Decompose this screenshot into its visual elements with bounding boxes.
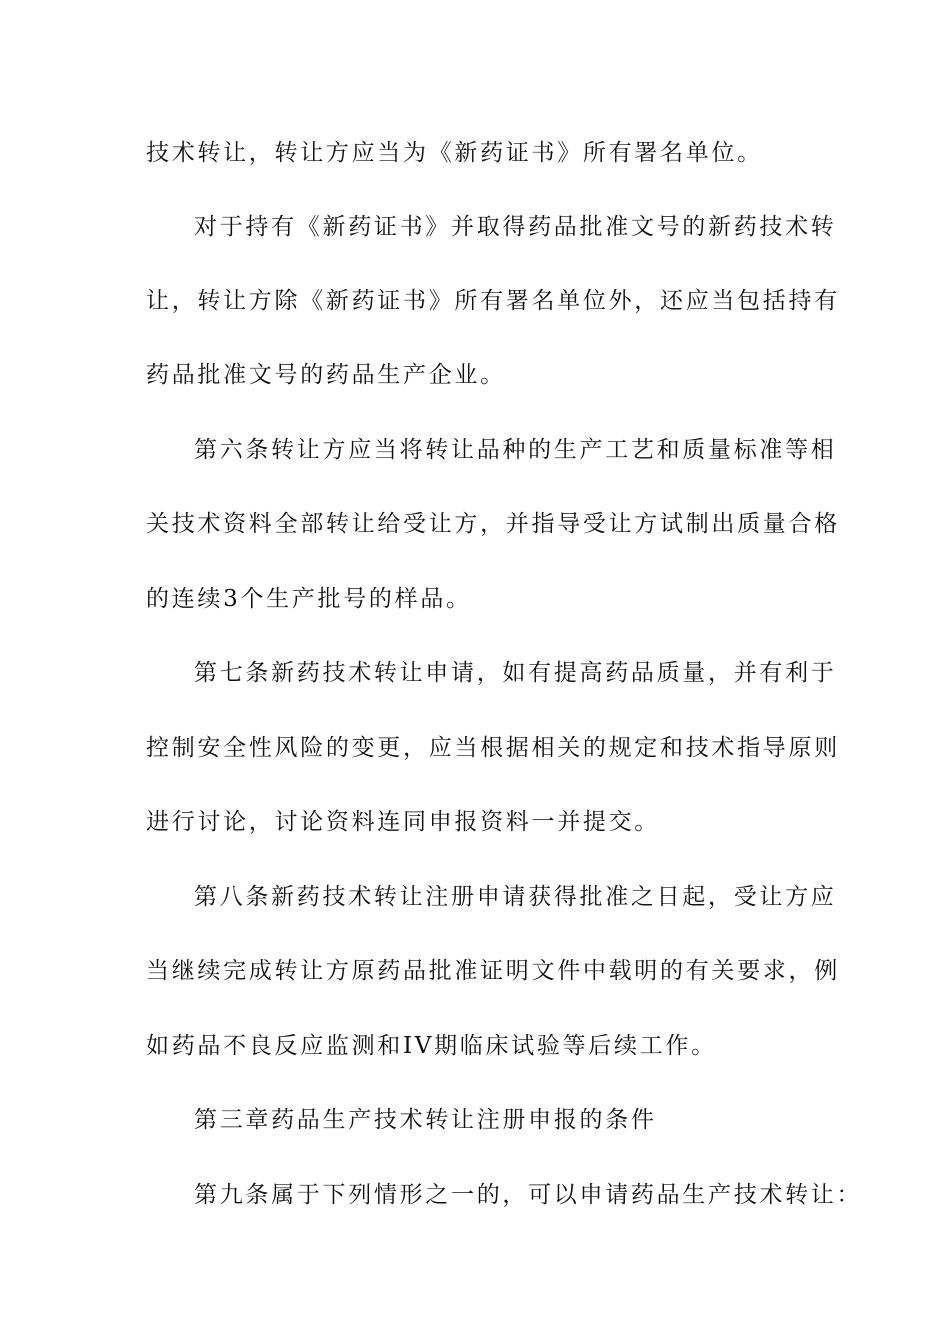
text-line-6: 关技术资料全部转让给受让方，并指导受让方试制出质量合格 [146, 511, 840, 537]
text-line-12: 当继续完成转让方原药品批准证明文件中载明的有关要求，例 [146, 958, 840, 984]
text-line-3: 让，转让方除《新药证书》所有署名单位外，还应当包括持有 [146, 288, 840, 314]
text-line-13: 如药品不良反应监测和IV期临床试验等后续工作。 [146, 1033, 717, 1059]
text-line-5: 第六条转让方应当将转让品种的生产工艺和质量标准等相 [194, 437, 837, 463]
text-line-4: 药品批准文号的药品生产企业。 [146, 362, 506, 388]
text-line-10: 进行讨论，讨论资料连同申报资料一并提交。 [146, 809, 660, 835]
text-line-1: 技术转让，转让方应当为《新药证书》所有署名单位。 [146, 140, 763, 166]
text-line-7: 的连续3个生产批号的样品。 [146, 586, 472, 612]
text-line-2: 对于持有《新药证书》并取得药品批准文号的新药技术转 [194, 214, 837, 240]
text-line-9: 控制安全性风险的变更，应当根据相关的规定和技术指导原则 [146, 735, 840, 761]
text-line-15: 第九条属于下列情形之一的，可以申请药品生产技术转让： [194, 1182, 863, 1208]
text-line-8: 第七条新药技术转让申请，如有提高药品质量，并有利于 [194, 660, 837, 686]
text-line-11: 第八条新药技术转让注册申请获得批准之日起，受让方应 [194, 884, 837, 910]
chapter-heading: 第三章药品生产技术转让注册申报的条件 [194, 1107, 657, 1133]
